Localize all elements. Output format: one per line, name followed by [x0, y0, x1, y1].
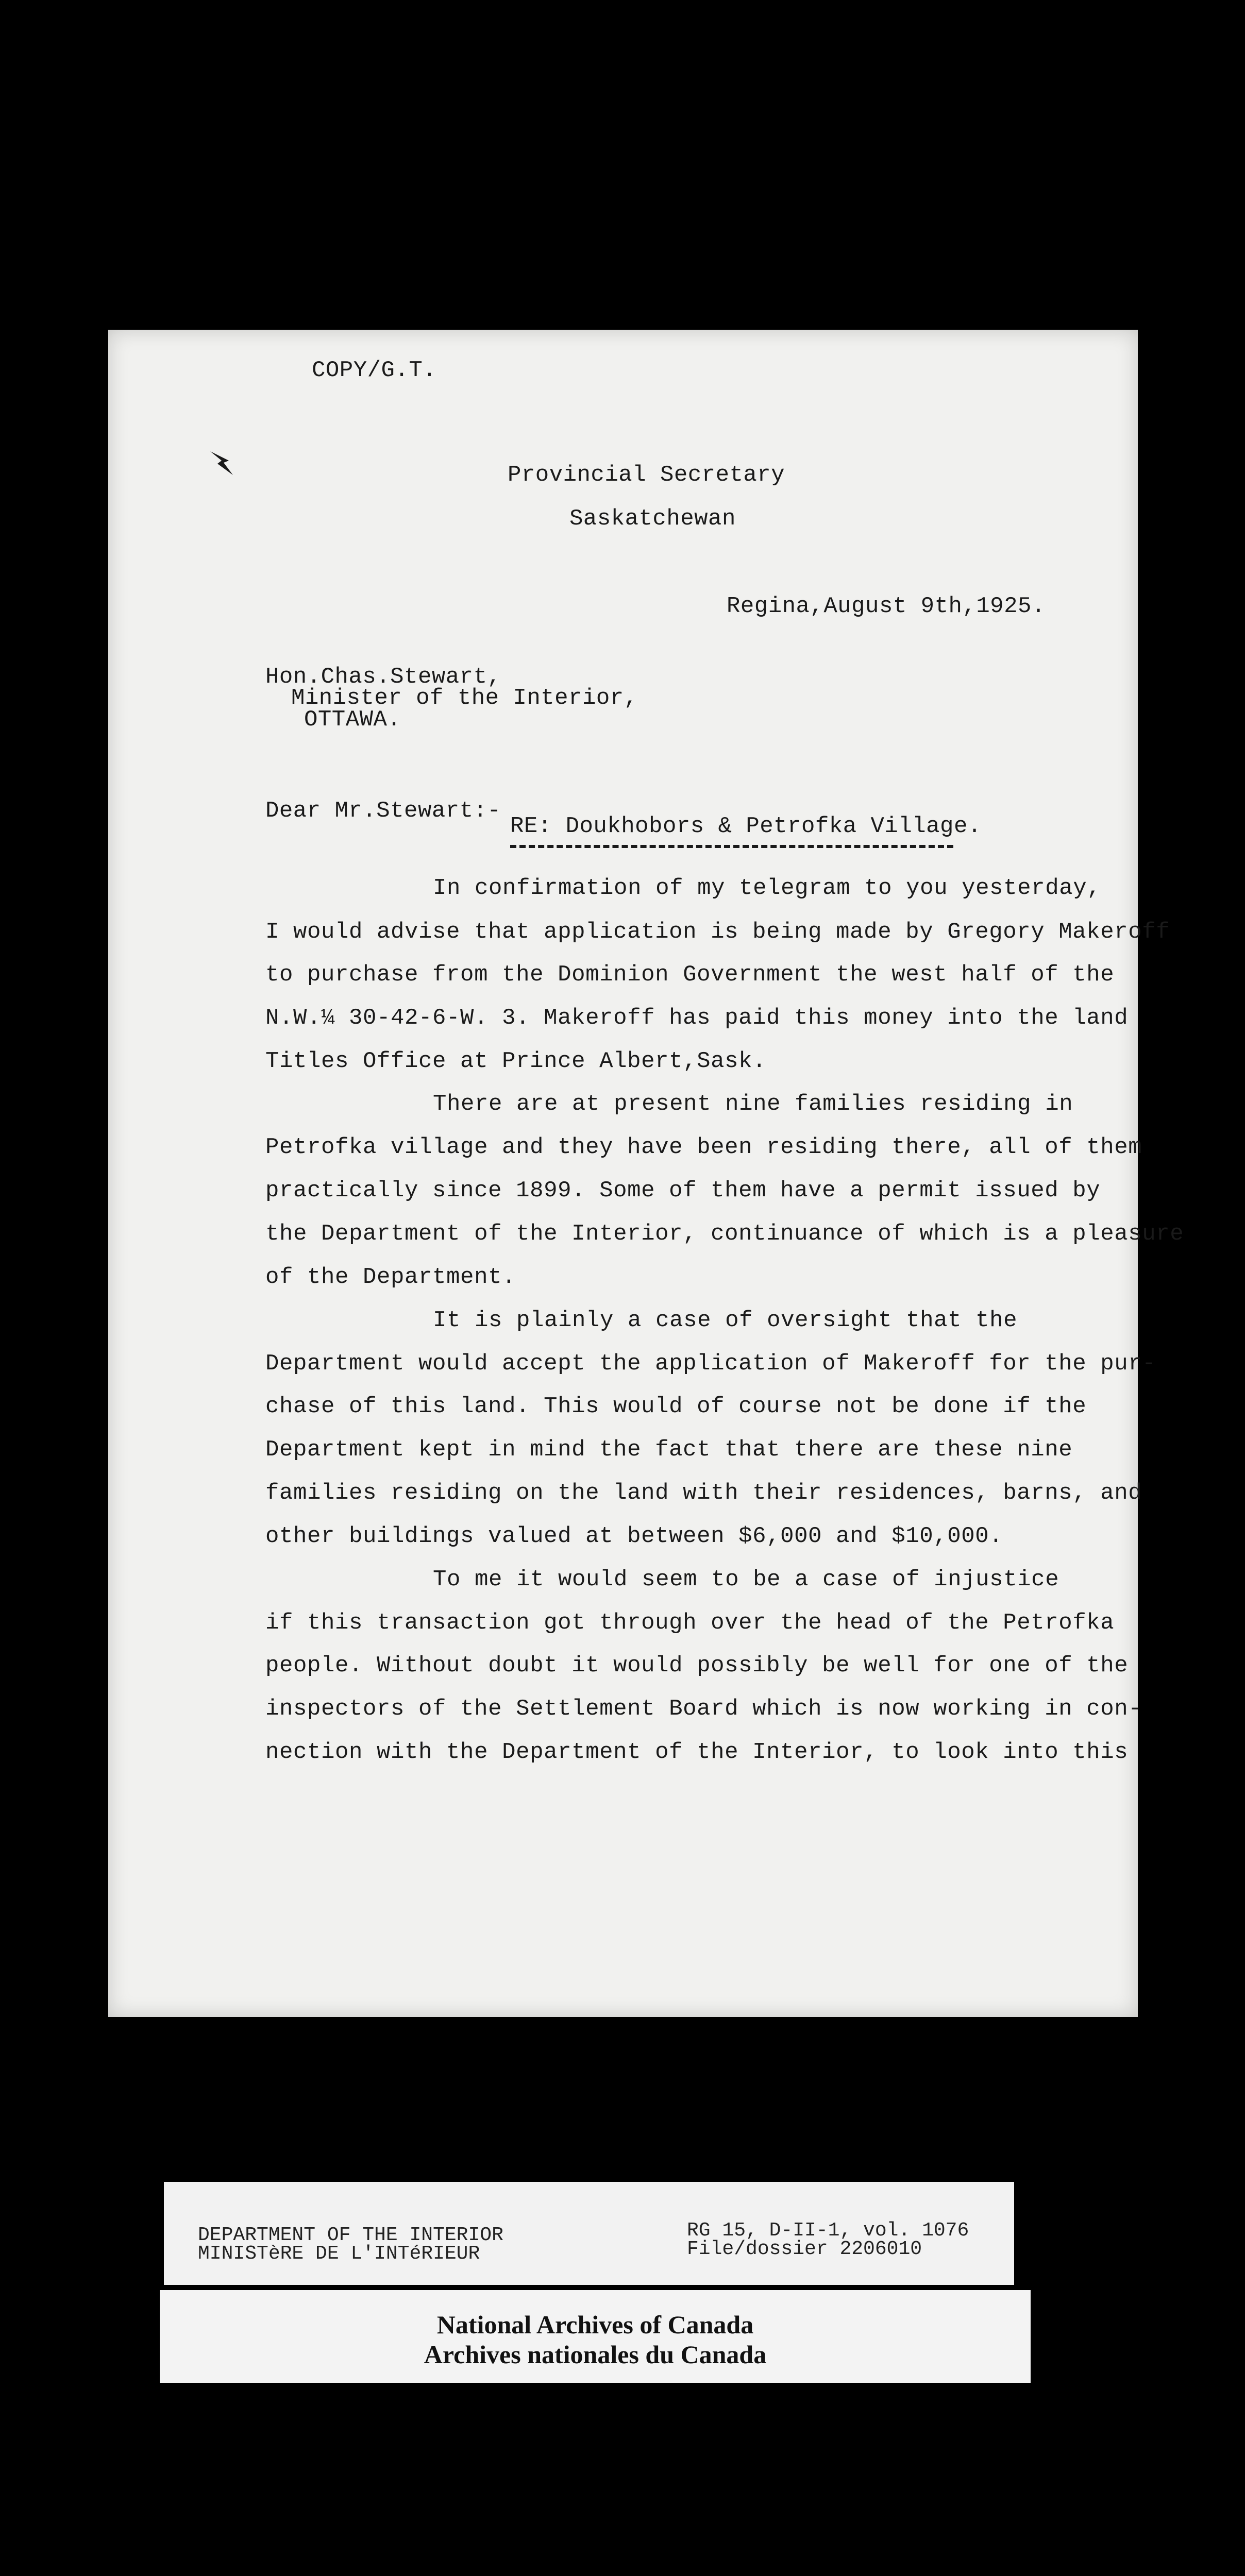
subject-underline [510, 845, 953, 848]
addressee-title: Minister of the Interior, [291, 685, 638, 711]
archives-name-english: National Archives of Canada [436, 2310, 754, 2339]
department-english: DEPARTMENT OF THE INTERIOR [198, 2224, 503, 2246]
salutation: Dear Mr.Stewart:- [265, 798, 501, 824]
body-line: It is plainly a case of oversight that the [433, 1308, 1018, 1333]
body-line: N.W.¼ 30-42-6-W. 3. Makeroff has paid this money into the land [265, 1005, 1129, 1031]
body-line: the Department of the Interior, continuance of which is a pleasure [265, 1221, 1184, 1247]
body-line: inspectors of the Settlement Board which is now working in con- [265, 1696, 1142, 1722]
body-line: Petrofka village and they have been residing there, all of them [265, 1134, 1142, 1160]
body-line: I would advise that application is being made by Gregory Makeroff [265, 919, 1170, 945]
file-number: File/dossier 2206010 [687, 2238, 922, 2260]
date-line: Regina,August 9th,1925. [727, 594, 1046, 619]
document-page [108, 330, 1184, 2017]
archives-name-french: Archives nationales du Canada [424, 2340, 767, 2369]
body-line: people. Without doubt it would possibly be well for one of the [265, 1653, 1129, 1679]
body-line: other buildings valued at between $6,000 and $10,000. [265, 1523, 1003, 1549]
body-line: There are at present nine families residing in [433, 1091, 1073, 1117]
archives-banner [160, 2290, 1031, 2383]
copy-mark: COPY/G.T. [312, 358, 437, 383]
body-line: if this transaction got through over the head of the Petrofka [265, 1610, 1115, 1636]
letterhead-title: Provincial Secretary [508, 462, 785, 488]
addressee-city: OTTAWA. [304, 707, 401, 733]
body-line: of the Department. [265, 1264, 516, 1290]
subject-line: RE: Doukhobors & Petrofka Village. [510, 814, 982, 839]
body-line: to purchase from the Dominion Government the west half of the [265, 962, 1115, 988]
body-line: Titles Office at Prince Albert,Sask. [265, 1048, 767, 1074]
body-line: Department would accept the application of Makeroff for the pur- [265, 1351, 1156, 1377]
body-line: Department kept in mind the fact that there are these nine [265, 1437, 1073, 1463]
department-french: MINISTèRE DE L'INTéRIEUR [198, 2243, 480, 2265]
archive-reference-label [164, 2182, 1014, 2285]
body-line: families residing on the land with their residences, barns, and [265, 1480, 1142, 1506]
body-line: chase of this land. This would of course not be done if the [265, 1394, 1087, 1419]
body-line: nection with the Department of the Interior, to look into this [265, 1739, 1129, 1765]
body-line: To me it would seem to be a case of injustice [433, 1567, 1059, 1592]
letterhead-province: Saskatchewan [569, 506, 736, 532]
body-line: In confirmation of my telegram to you yesterday, [433, 875, 1101, 901]
addressee-name: Hon.Chas.Stewart, [265, 664, 501, 690]
pen-mark-icon [206, 448, 242, 479]
body-line: practically since 1899. Some of them have a permit issued by [265, 1178, 1101, 1204]
record-group-reference: RG 15, D-II-1, vol. 1076 [687, 2219, 969, 2242]
